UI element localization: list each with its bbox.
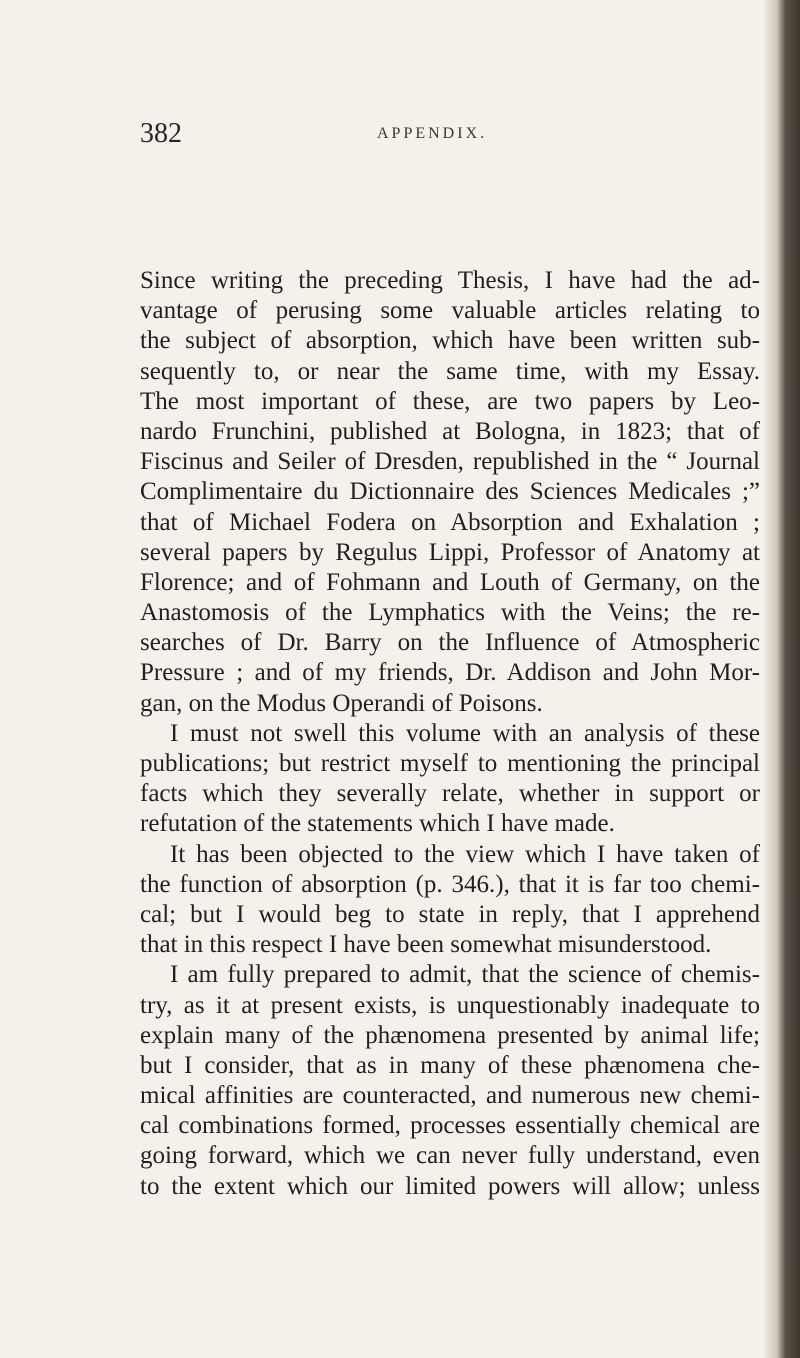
page-edge-shadow: [764, 0, 800, 1358]
text-line: the subject of absorption, which have been written sub-: [140, 327, 760, 355]
text-line: explain many of the phænomena presented by animal life;: [140, 1021, 760, 1049]
text-line: that of Michael Fodera on Absorption and Exhalation ;: [140, 508, 760, 536]
text-line: cal; but I would beg to state in reply, that I apprehend: [140, 900, 760, 928]
text-line: that in this respect I have been somewhat misunderstood.: [140, 931, 712, 959]
text-line: searches of Dr. Barry on the Influence of Atmospheric: [140, 629, 760, 657]
text-line: Complimentaire du Dictionnaire des Sciences Medicales ;”: [140, 478, 760, 506]
text-line: several papers by Regulus Lippi, Professor of Anatomy at: [140, 538, 760, 566]
text-line: vantage of perusing some valuable articles relating to: [140, 297, 760, 325]
text-line: cal combinations formed, processes essentially chemical are: [140, 1112, 760, 1140]
text-line: going forward, which we can never fully understand, even: [140, 1142, 760, 1170]
text-line: refutation of the statements which I have made.: [140, 810, 615, 838]
text-line: try, as it at present exists, is unquestionably inadequate to: [140, 991, 760, 1019]
text-line: mical affinities are counteracted, and numerous new chemi-: [140, 1082, 760, 1110]
text-line: I must not swell this volume with an analysis of these: [170, 719, 760, 747]
text-line: nardo Frunchini, published at Bologna, in 1823; that of: [140, 417, 760, 445]
text-line: Fiscinus and Seiler of Dresden, republished in the “ Journal: [140, 448, 760, 476]
text-line: Since writing the preceding Thesis, I have had the ad-: [140, 267, 760, 294]
text-line: publications; but restrict myself to mentioning the principal: [140, 750, 760, 777]
running-head: APPENDIX.: [377, 125, 488, 142]
text-line: The most important of these, are two papers by Leo-: [140, 387, 760, 415]
text-line: It has been objected to the view which I have taken of: [170, 840, 760, 868]
text-line: I am fully prepared to admit, that the science of chemis-: [170, 961, 760, 989]
text-line: sequently to, or near the same time, with my Essay.: [140, 357, 760, 385]
text-line: Pressure ; and of my friends, Dr. Addison and John Mor-: [140, 659, 760, 687]
text-line: Anastomosis of the Lymphatics with the Veins; the re-: [140, 599, 760, 627]
page-header: [140, 118, 760, 158]
text-line: gan, on the Modus Operandi of Poisons.: [140, 689, 543, 717]
body-text: [140, 266, 760, 1202]
text-line: but I consider, that as in many of these phænomena che-: [140, 1051, 760, 1079]
page-number: 382: [140, 118, 182, 149]
text-line: the function of absorption (p. 346.), that it is far too chemi-: [140, 870, 760, 898]
text-line: facts which they severally relate, whether in support or: [140, 780, 760, 808]
text-line: Florence; and of Fohmann and Louth of Germany, on the: [140, 568, 760, 596]
text-line: to the extent which our limited powers will allow; unless: [140, 1172, 760, 1200]
